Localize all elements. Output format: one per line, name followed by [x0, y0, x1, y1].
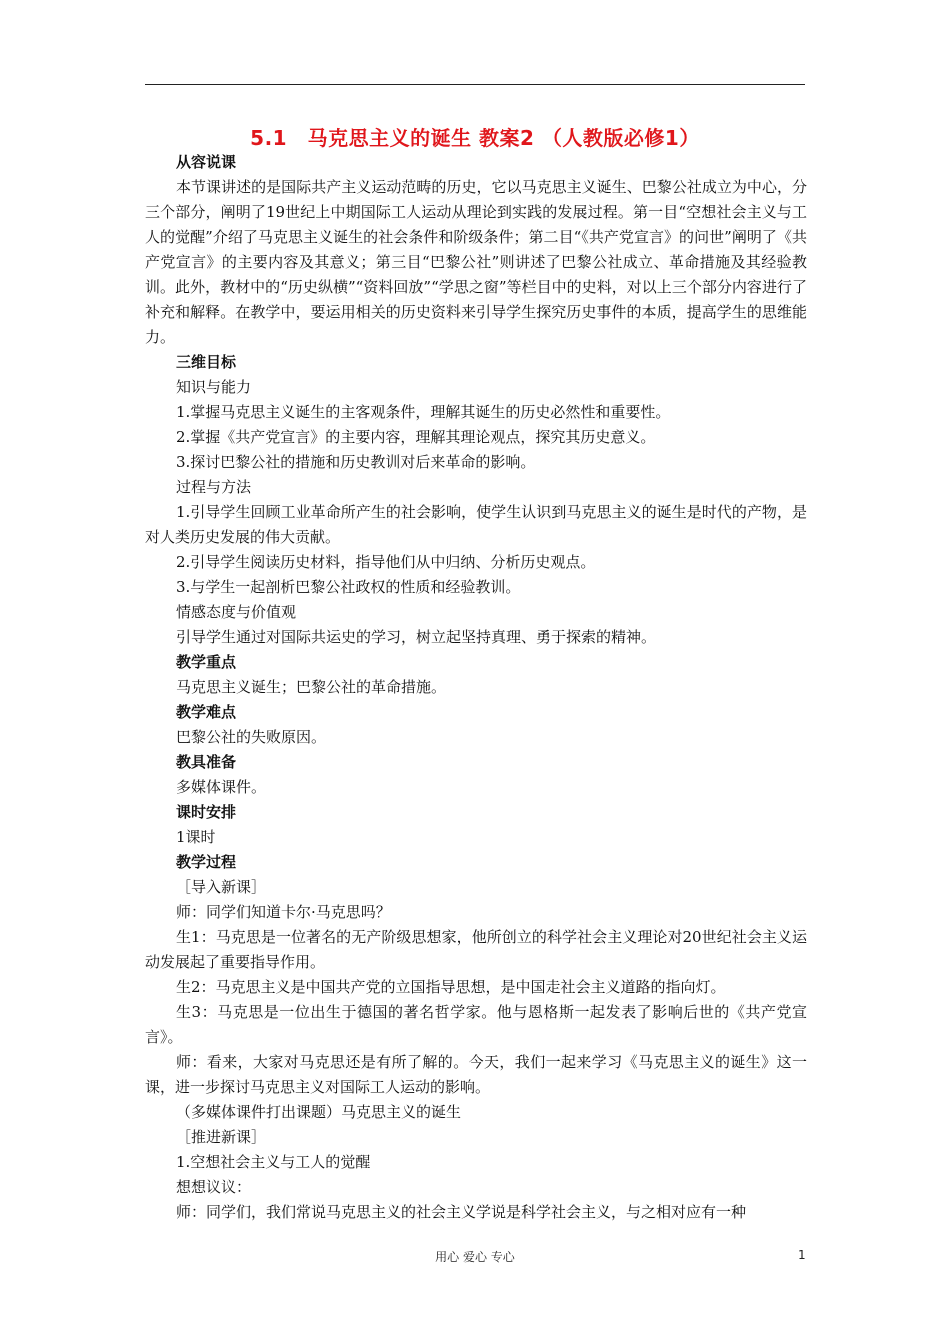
section-heading: 课时安排 — [176, 803, 237, 821]
paragraph: 引导学生通过对国际共运史的学习，树立起坚持真理、勇于探索的精神。 — [176, 628, 657, 646]
paragraph: 想想议议： — [176, 1178, 252, 1196]
paragraph: 2.掌握《共产党宣言》的主要内容，理解其理论观点，探究其历史意义。 — [176, 428, 656, 446]
paragraph: 生1：马克思是一位著名的无产阶级思想家，他所创立的科学社会主义理论对20世纪社会主义运动发展起了重要指导作用。 — [145, 928, 807, 971]
paragraph: 过程与方法 — [176, 478, 252, 496]
section-heading: 三维目标 — [176, 353, 237, 371]
paragraph: 师：同学们知道卡尔·马克思吗？ — [176, 903, 391, 921]
page-number: 1 — [798, 1248, 806, 1262]
section-heading: 教具准备 — [176, 753, 237, 771]
section-heading: 教学过程 — [176, 853, 237, 871]
document-body — [145, 150, 807, 1225]
section-heading: 教学难点 — [176, 703, 237, 721]
paragraph: 2.引导学生阅读历史材料，指导他们从中归纳、分析历史观点。 — [176, 553, 596, 571]
footer-text: 用心 爱心 专心 — [435, 1250, 515, 1264]
paragraph: （多媒体课件打出课题）马克思主义的诞生 — [176, 1103, 462, 1121]
paragraph: 巴黎公社的失败原因。 — [176, 728, 327, 746]
paragraph: 1.掌握马克思主义诞生的主客观条件，理解其诞生的历史必然性和重要性。 — [176, 403, 671, 421]
paragraph: 1课时 — [176, 828, 216, 846]
paragraph: 多媒体课件。 — [176, 778, 267, 796]
paragraph: 1.引导学生回顾工业革命所产生的社会影响，使学生认识到马克思主义的诞生是时代的产物，是对人类历史发展的伟大贡献。 — [145, 503, 807, 546]
paragraph: 师：看来，大家对马克思还是有所了解的。今天，我们一起来学习《马克思主义的诞生》这一课，进一步探讨马克思主义对国际工人运动的影响。 — [145, 1053, 807, 1096]
paragraph: 生2：马克思主义是中国共产党的立国指导思想，是中国走社会主义道路的指向灯。 — [176, 978, 726, 996]
paragraph: 本节课讲述的是国际共产主义运动范畴的历史，它以马克思主义诞生、巴黎公社成立为中心，分三个部分，阐明了19世纪上中期国际工人运动从理论到实践的发展过程。第一目“空想社会主义与工人的觉醒”介绍了马克思主义诞生的社会条件和阶级条件；第二目“《共产党宣言》的问世”阐明了《共产党宣言》的主要内容及其意义；第三目“巴黎公社”则讲述了巴黎公社成立、革命措施及其经验教训。此外，教材中的“历史纵横”“资料回放”“学思之窗”等栏目中的史料，对以上三个部分内容进行了补充和解释。在教学中，要运用相关的历史资料来引导学生探究历史事件的本质，提高学生的思维能力。 — [145, 178, 807, 346]
section-heading: 从容说课 — [176, 153, 237, 171]
paragraph: 马克思主义诞生；巴黎公社的革命措施。 — [176, 678, 447, 696]
document-title: 5.1 马克思主义的诞生 教案2 （人教版必修1） — [250, 126, 700, 150]
section-heading: 教学重点 — [176, 653, 237, 671]
paragraph: 生3：马克思是一位出生于德国的著名哲学家。他与恩格斯一起发表了影响后世的《共产党宣言》。 — [145, 1003, 807, 1046]
paragraph: 情感态度与价值观 — [176, 603, 297, 621]
paragraph: 3.与学生一起剖析巴黎公社政权的性质和经验教训。 — [176, 578, 521, 596]
paragraph: 知识与能力 — [176, 378, 252, 396]
paragraph: ［推进新课］ — [176, 1128, 267, 1146]
header-rule — [145, 84, 805, 85]
paragraph: ［导入新课］ — [176, 878, 267, 896]
paragraph: 1.空想社会主义与工人的觉醒 — [176, 1153, 371, 1171]
paragraph: 师：同学们，我们常说马克思主义的社会主义学说是科学社会主义，与之相对应有一种 — [176, 1203, 747, 1221]
paragraph: 3.探讨巴黎公社的措施和历史教训对后来革命的影响。 — [176, 453, 536, 471]
